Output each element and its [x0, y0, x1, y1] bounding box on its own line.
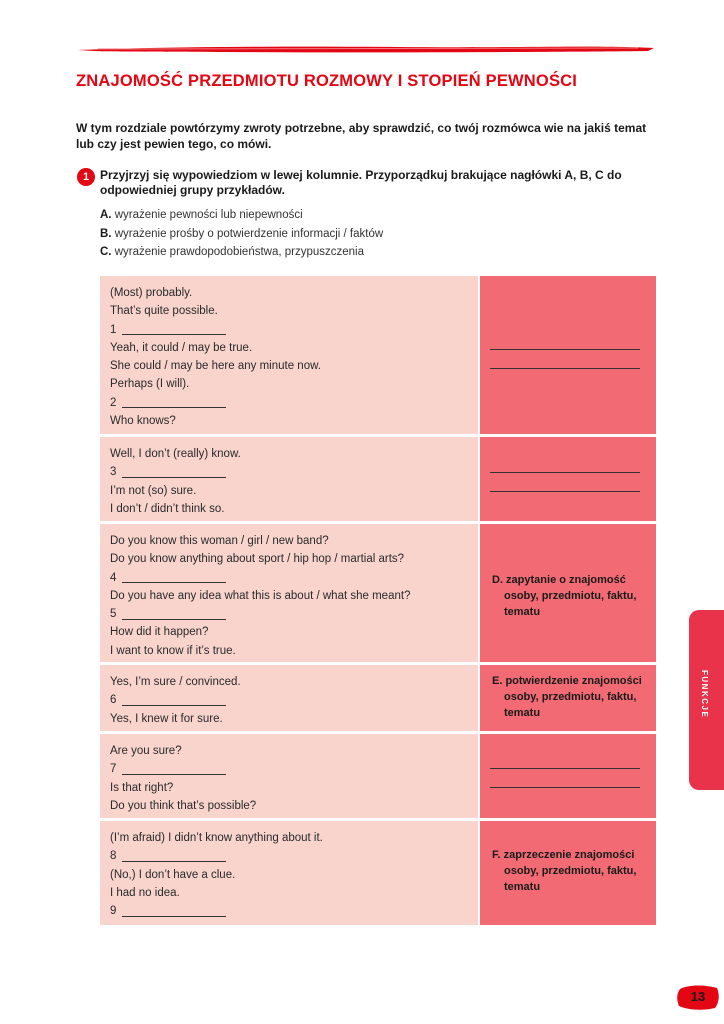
heading-cell-blank[interactable]	[480, 276, 656, 434]
phrase: Do you think that’s possible?	[110, 799, 257, 812]
exercise-number: 1	[82, 171, 90, 183]
phrase: Do you have any idea what this is about / what she meant?	[110, 589, 411, 602]
phrase: Yeah, it could / may be true.	[110, 341, 253, 354]
phrase: Well, I don’t (really) know.	[110, 448, 241, 460]
phrase: She could / may be here any minute now.	[110, 360, 321, 373]
table-row	[100, 524, 656, 662]
answer-line[interactable]	[490, 787, 640, 788]
phrases-cell	[100, 821, 478, 925]
gap-1[interactable]: 1	[110, 321, 468, 339]
table-row	[100, 276, 656, 434]
phrase: I want to know if it’s true.	[110, 644, 236, 657]
phrase: Is that right?	[110, 781, 174, 794]
answer-line[interactable]	[490, 768, 640, 769]
phrases-cell	[100, 437, 478, 521]
phrase: I don’t / didn’t think so.	[110, 502, 225, 515]
phrase: Do you know anything about sport / hip hop / martial arts?	[110, 553, 405, 566]
phrases-cell	[100, 524, 478, 662]
header-brush-stroke	[78, 44, 654, 54]
option-a: A. wyrażenie pewności lub niepewności	[100, 209, 303, 221]
heading-cell-blank[interactable]	[480, 437, 656, 521]
page-title: ZNAJOMOŚĆ PRZEDMIOTU ROZMOWY I STOPIEŃ PEWNOŚCI	[76, 72, 578, 90]
heading-options	[100, 206, 640, 262]
heading-cell-blank[interactable]	[480, 734, 656, 818]
option-b: B. wyrażenie prośby o potwierdzenie informacji / faktów	[100, 227, 384, 240]
exercise-instruction: Przyjrzyj się wypowiedziom w lewej kolumnie. Przyporządkuj brakujące nagłówki A, B, C do odpowiedniej grupy przykładów.	[100, 168, 622, 197]
heading-label-f: F. zaprzeczenie znajomości osoby, przedmiotu, faktu, tematu	[492, 849, 637, 893]
phrase: Are you sure?	[110, 745, 182, 757]
answer-line[interactable]	[490, 349, 640, 350]
phrase: That’s quite possible.	[110, 305, 218, 318]
option-c: C. wyrażenie prawdopodobieństwa, przypuszczenia	[100, 246, 365, 258]
phrase-table	[100, 276, 656, 928]
gap-4[interactable]: 4	[110, 569, 468, 587]
heading-cell-f	[480, 821, 656, 925]
table-row	[100, 665, 656, 731]
answer-line[interactable]	[490, 491, 640, 492]
heading-cell-d	[480, 524, 656, 662]
page-number: 13	[690, 989, 706, 1004]
phrases-cell	[100, 734, 478, 818]
intro-text: W tym rozdziale powtórzymy zwroty potrzebne, aby sprawdzić, co twój rozmówca wie na jakiś temat lub czy jest pewien tego, co mówi.	[76, 121, 647, 151]
heading-cell-e	[480, 665, 656, 731]
phrase: I had no idea.	[110, 886, 180, 899]
answer-line[interactable]	[490, 472, 640, 473]
exercise-number-badge	[77, 168, 95, 186]
phrase: (I’m afraid) I didn’t know anything about it.	[110, 832, 323, 844]
page-number-badge	[676, 983, 720, 1011]
side-tab-label: FUNKCJE	[700, 670, 709, 719]
phrases-cell	[100, 276, 478, 434]
gap-5[interactable]: 5	[110, 605, 468, 623]
phrase: I’m not (so) sure.	[110, 484, 197, 497]
phrase: How did it happen?	[110, 626, 209, 639]
phrase: Perhaps (I will).	[110, 378, 190, 391]
gap-2[interactable]: 2	[110, 394, 468, 412]
gap-9[interactable]: 9	[110, 902, 468, 920]
phrase: Yes, I knew it for sure.	[110, 712, 223, 725]
phrase: Who knows?	[110, 415, 176, 428]
answer-line[interactable]	[490, 368, 640, 369]
phrase: Yes, I’m sure / convinced.	[110, 676, 241, 688]
gap-7[interactable]: 7	[110, 760, 468, 778]
phrase: (No,) I don’t have a clue.	[110, 868, 236, 881]
heading-label-e: E. potwierdzenie znajomości osoby, przedmiotu, faktu, tematu	[492, 675, 642, 719]
gap-6[interactable]: 6	[110, 691, 468, 709]
section-side-tab	[689, 610, 724, 790]
gap-3[interactable]: 3	[110, 463, 468, 481]
phrases-cell	[100, 665, 478, 731]
phrase: Do you know this woman / girl / new band?	[110, 535, 329, 547]
gap-8[interactable]: 8	[110, 847, 468, 865]
table-row	[100, 734, 656, 818]
heading-label-d: D. zapytanie o znajomość osoby, przedmiotu, faktu, tematu	[492, 574, 637, 618]
table-row	[100, 437, 656, 521]
table-row	[100, 821, 656, 925]
phrase: (Most) probably.	[110, 287, 193, 299]
